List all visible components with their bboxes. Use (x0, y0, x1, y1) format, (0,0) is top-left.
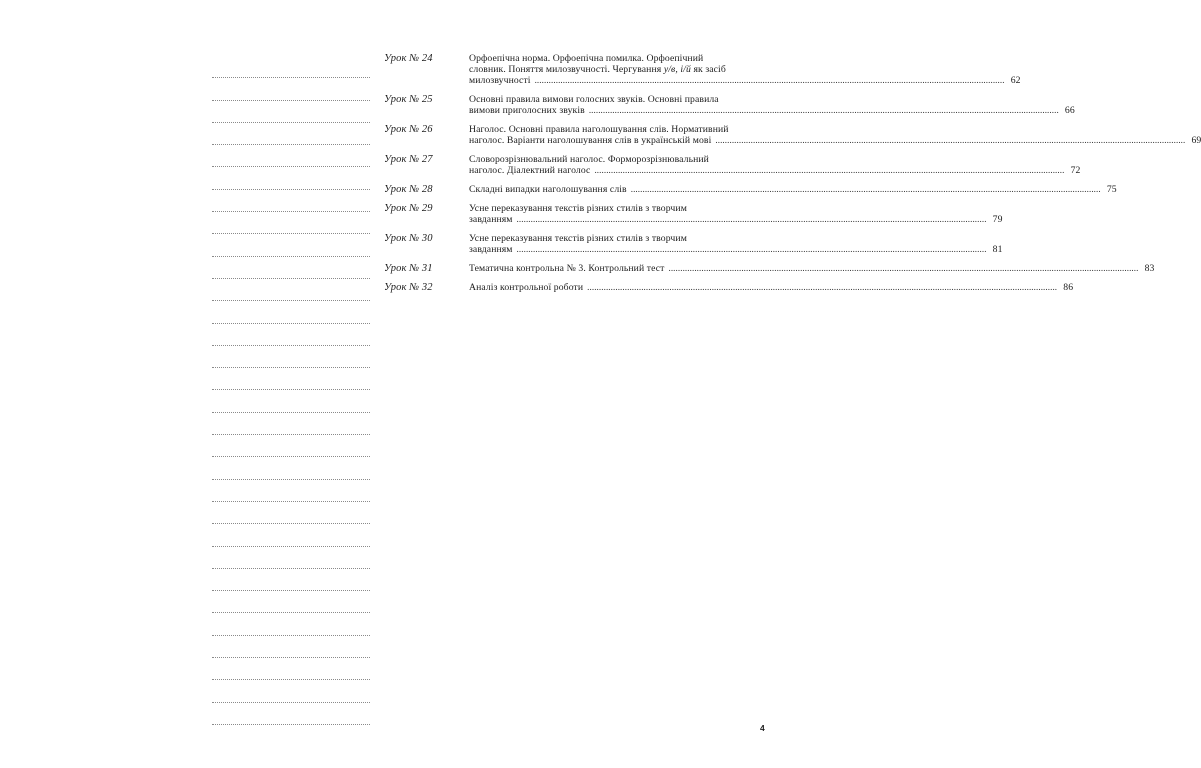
page-ref: 79 (992, 214, 1003, 225)
note-line (212, 591, 370, 613)
note-line (212, 101, 370, 123)
title-line: Усне переказування текстів різних стилів з творчим (469, 203, 687, 214)
title-line: милозвучності (469, 75, 531, 86)
title-line: завданням (469, 214, 513, 225)
note-line (212, 368, 370, 390)
note-line (212, 435, 370, 457)
lesson-number: Урок № 26 (384, 124, 433, 135)
lesson-title (469, 184, 1117, 195)
note-line (212, 413, 370, 435)
title-line: Складні випадки наголошування слів (469, 184, 627, 195)
title-line: наголос. Діалектний наголос (469, 165, 591, 176)
lesson-title (469, 263, 1155, 274)
page-ref: 69 (1191, 135, 1201, 146)
note-line (212, 636, 370, 658)
toc-row (384, 53, 1021, 86)
toc-row (384, 154, 1081, 176)
title-line: Усне переказування текстів різних стилів з творчим (469, 233, 687, 244)
note-line (212, 547, 370, 569)
note-line (212, 234, 370, 256)
title-last-line (469, 263, 1155, 274)
title-last-line (469, 75, 1021, 86)
lesson-title (469, 282, 1074, 293)
page-ref: 81 (992, 244, 1003, 255)
page-ref: 72 (1070, 165, 1081, 176)
title-line: Наголос. Основні правила наголошування слів. Нормативний (469, 124, 729, 135)
note-line (212, 524, 370, 546)
lesson-number: Урок № 24 (384, 53, 433, 64)
dot-leader: ........................................................................................................................................................................................................ (668, 263, 1139, 273)
toc-row (384, 124, 1201, 146)
dot-leader: ........................................................................................................................................................................................................ (516, 244, 987, 254)
table-of-contents (384, 53, 1201, 301)
note-line (212, 167, 370, 189)
title-line: Основні правила вимови голосних звуків. Основні правила (469, 94, 719, 105)
toc-row (384, 184, 1117, 195)
dot-leader: ........................................................................................................................................................................................................ (588, 105, 1059, 115)
title-line: Тематична контрольна № 3. Контрольний тест (469, 263, 665, 274)
page-number: 4 (760, 723, 765, 733)
page-ref: 86 (1063, 282, 1074, 293)
title-last-line (469, 135, 1201, 146)
title-line: словник. Поняття милозвучності. Чергування у/в, і/й як засіб (469, 64, 726, 75)
title-line: Орфоепічна норма. Орфоепічна помилка. Орфоепічний (469, 53, 704, 64)
note-line (212, 257, 370, 279)
note-line (212, 613, 370, 635)
dot-leader: ........................................................................................................................................................................................................ (534, 75, 1005, 85)
lesson-title (469, 124, 1201, 146)
page-ref: 62 (1010, 75, 1021, 86)
title-last-line (469, 105, 1075, 116)
dot-leader: ........................................................................................................................................................................................................ (715, 135, 1186, 145)
toc-row (384, 263, 1155, 274)
note-line (212, 56, 370, 78)
notes-lines (212, 56, 370, 725)
dot-leader: ........................................................................................................................................................................................................ (516, 214, 987, 224)
note-line (212, 502, 370, 524)
title-last-line (469, 244, 1003, 255)
note-line (212, 480, 370, 502)
note-line (212, 123, 370, 145)
note-line (212, 279, 370, 301)
lesson-title (469, 53, 1021, 86)
note-line (212, 457, 370, 479)
lesson-title (469, 94, 1075, 116)
lesson-title (469, 154, 1081, 176)
dot-leader: ........................................................................................................................................................................................................ (594, 165, 1065, 175)
note-line (212, 190, 370, 212)
note-line (212, 145, 370, 167)
note-line (212, 658, 370, 680)
note-line (212, 346, 370, 368)
title-line: вимови приголосних звуків (469, 105, 585, 116)
note-line (212, 78, 370, 100)
page-ref: 66 (1064, 105, 1075, 116)
toc-row (384, 94, 1075, 116)
note-line (212, 703, 370, 725)
title-line: завданням (469, 244, 513, 255)
dot-leader: ........................................................................................................................................................................................................ (587, 282, 1058, 292)
page-ref: 83 (1144, 263, 1155, 274)
title-line: Словорозрізнювальний наголос. Форморозрізнювальний (469, 154, 709, 165)
title-line: наголос. Варіанти наголошування слів в українській мові (469, 135, 712, 146)
toc-row (384, 233, 1003, 255)
lesson-number: Урок № 25 (384, 94, 433, 105)
lesson-number: Урок № 28 (384, 184, 433, 195)
title-last-line (469, 184, 1117, 195)
page-ref: 75 (1106, 184, 1117, 195)
note-line (212, 212, 370, 234)
lesson-number: Урок № 32 (384, 282, 433, 293)
lesson-number: Урок № 30 (384, 233, 433, 244)
lesson-number: Урок № 31 (384, 263, 433, 274)
title-last-line (469, 282, 1074, 293)
lesson-number: Урок № 29 (384, 203, 433, 214)
note-line (212, 324, 370, 346)
toc-row (384, 203, 1003, 225)
note-line (212, 569, 370, 591)
dot-leader: ........................................................................................................................................................................................................ (630, 184, 1101, 194)
title-last-line (469, 165, 1081, 176)
note-line (212, 680, 370, 702)
lesson-number: Урок № 27 (384, 154, 433, 165)
note-line (212, 301, 370, 323)
lesson-title (469, 233, 1003, 255)
title-line: Аналіз контрольної роботи (469, 282, 584, 293)
toc-row (384, 282, 1074, 293)
lesson-title (469, 203, 1003, 225)
note-line (212, 390, 370, 412)
title-last-line (469, 214, 1003, 225)
